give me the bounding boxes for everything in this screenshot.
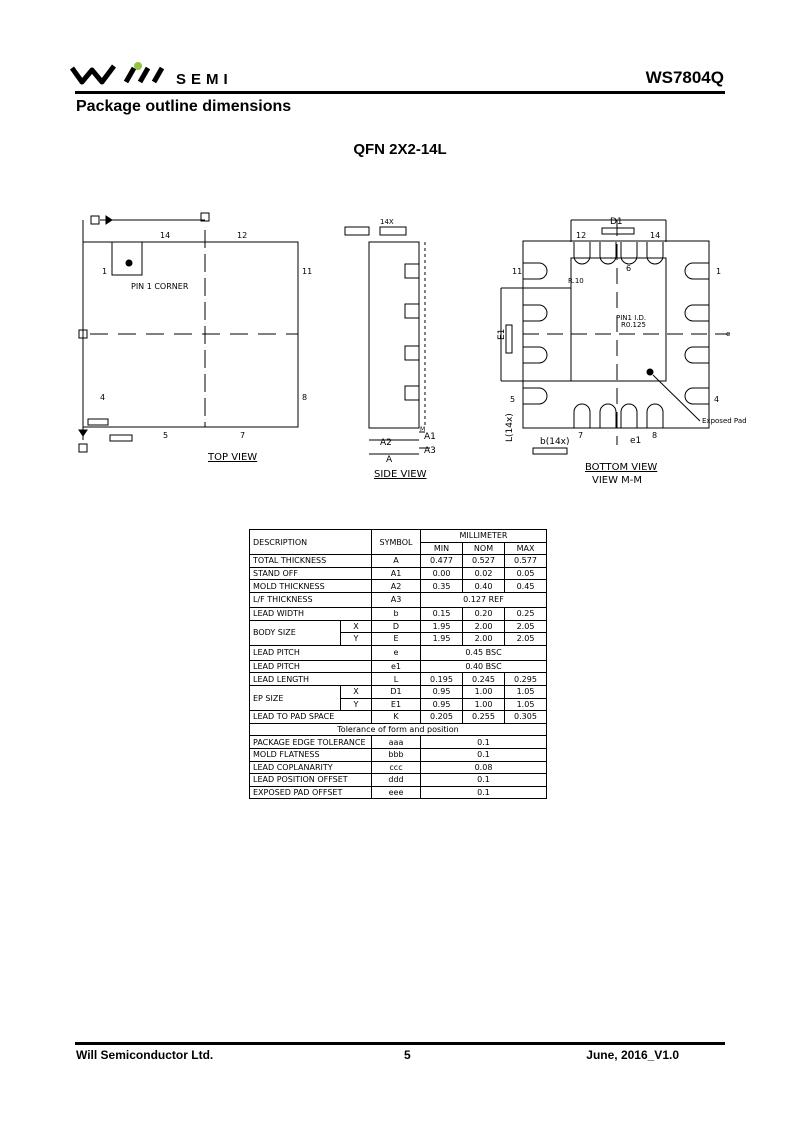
row-nom: 2.00	[463, 633, 505, 646]
row-max: 0.305	[505, 711, 547, 724]
tolerance-symbol: ddd	[372, 774, 421, 787]
tolerance-row	[250, 786, 547, 799]
section-title: Package outline dimensions	[76, 98, 292, 115]
table-row	[250, 645, 547, 660]
row-description: LEAD TO PAD SPACE	[250, 711, 372, 724]
tolerance-value: 0.1	[421, 748, 547, 761]
bottom-exposed-pad-label: Exposed Pad	[702, 417, 747, 425]
bottom-pin-7: 7	[578, 431, 584, 440]
row-max: 0.577	[505, 555, 547, 568]
row-axis: Y	[341, 633, 372, 646]
row-symbol: L	[372, 673, 421, 686]
bottom-pin-4: 4	[714, 395, 720, 404]
row-nom: 1.00	[463, 698, 505, 711]
tolerance-description: LEAD COPLANARITY	[250, 761, 372, 774]
side-14x-label: 14X	[380, 218, 394, 226]
row-max: 0.295	[505, 673, 547, 686]
row-symbol: e1	[372, 660, 421, 673]
row-description: LEAD PITCH	[250, 645, 372, 660]
row-max: 2.05	[505, 633, 547, 646]
bottom-view-subtitle: VIEW M-M	[592, 475, 643, 486]
row-description: LEAD WIDTH	[250, 607, 372, 620]
row-description: MOLD THICKNESS	[250, 580, 372, 593]
bottom-view	[497, 217, 747, 486]
tolerance-row	[250, 736, 547, 749]
row-value: 0.45 BSC	[421, 645, 547, 660]
row-nom: 0.245	[463, 673, 505, 686]
table-row	[250, 592, 547, 607]
pin1-corner-label: PIN 1 CORNER	[131, 282, 189, 291]
bottom-pin-14: 14	[650, 231, 661, 240]
top-view	[79, 213, 312, 463]
bottom-pin-8: 8	[652, 431, 658, 440]
side-a3-label: A3	[424, 446, 436, 456]
row-min: 0.205	[421, 711, 463, 724]
bottom-l14x-label: L(14x)	[505, 413, 515, 442]
row-symbol: D1	[372, 685, 421, 698]
top-pin-8: 8	[302, 393, 308, 402]
tolerance-value: 0.1	[421, 774, 547, 787]
top-pin-12: 12	[237, 231, 248, 240]
bottom-r0125-label: R0.125	[621, 321, 646, 329]
table-row	[250, 607, 547, 620]
side-view-title: SIDE VIEW	[374, 469, 427, 480]
tolerance-symbol: bbb	[372, 748, 421, 761]
company-logo	[70, 60, 170, 86]
row-min: 0.195	[421, 673, 463, 686]
row-min: 1.95	[421, 620, 463, 633]
tolerance-row	[250, 748, 547, 761]
row-description: TOTAL THICKNESS	[250, 555, 372, 568]
header-nom: NOM	[463, 542, 505, 555]
bottom-pin-1: 1	[716, 267, 722, 276]
row-symbol: E	[372, 633, 421, 646]
row-symbol: e	[372, 645, 421, 660]
row-symbol: A	[372, 555, 421, 568]
row-nom: 2.00	[463, 620, 505, 633]
footer-rule	[75, 1042, 725, 1045]
row-axis: X	[341, 620, 372, 633]
row-symbol: b	[372, 607, 421, 620]
tolerance-description: LEAD POSITION OFFSET	[250, 774, 372, 787]
row-value: 0.40 BSC	[421, 660, 547, 673]
top-pin-11: 11	[302, 267, 313, 276]
row-axis: X	[341, 685, 372, 698]
row-min: 0.15	[421, 607, 463, 620]
package-title: QFN 2X2-14L	[353, 141, 447, 158]
tolerance-symbol: aaa	[372, 736, 421, 749]
document-id: WS7804Q	[645, 68, 724, 87]
row-symbol: A1	[372, 567, 421, 580]
tolerance-symbol: eee	[372, 786, 421, 799]
table-row	[250, 555, 547, 568]
bottom-pin-5: 5	[510, 395, 516, 404]
package-drawing	[0, 200, 800, 500]
row-max: 0.45	[505, 580, 547, 593]
table-row	[250, 580, 547, 593]
header-symbol: SYMBOL	[372, 530, 421, 555]
top-pin-4: 4	[100, 393, 106, 402]
header-min: MIN	[421, 542, 463, 555]
tolerance-row	[250, 774, 547, 787]
bottom-e1-pitch-label: e1	[630, 436, 642, 446]
tolerance-description: EXPOSED PAD OFFSET	[250, 786, 372, 799]
row-nom: 0.255	[463, 711, 505, 724]
row-min: 0.477	[421, 555, 463, 568]
bottom-e1-label: E1	[497, 328, 507, 340]
row-min: 0.95	[421, 698, 463, 711]
row-description: EP SIZE	[250, 685, 341, 710]
row-nom: 0.527	[463, 555, 505, 568]
table-row	[250, 620, 547, 633]
side-a1-label: A1	[424, 432, 436, 442]
row-min: 0.95	[421, 685, 463, 698]
bottom-b14x-label: b(14x)	[540, 437, 570, 447]
row-max: 1.05	[505, 685, 547, 698]
row-nom: 0.20	[463, 607, 505, 620]
row-axis: Y	[341, 698, 372, 711]
tolerance-description: PACKAGE EDGE TOLERANCE	[250, 736, 372, 749]
header-max: MAX	[505, 542, 547, 555]
row-description: BODY SIZE	[250, 620, 341, 645]
header-description: DESCRIPTION	[250, 530, 372, 555]
tolerance-value: 0.1	[421, 736, 547, 749]
table-row	[250, 685, 547, 698]
row-max: 2.05	[505, 620, 547, 633]
row-symbol: A3	[372, 592, 421, 607]
top-pin-5: 5	[163, 431, 169, 440]
side-a-label: A	[386, 455, 393, 465]
row-max: 0.25	[505, 607, 547, 620]
row-max: 0.05	[505, 567, 547, 580]
row-nom: 1.00	[463, 685, 505, 698]
bottom-r10-label: R.10	[568, 277, 584, 285]
tolerance-symbol: ccc	[372, 761, 421, 774]
top-pin-1: 1	[102, 267, 108, 276]
row-description: L/F THICKNESS	[250, 592, 372, 607]
bottom-view-title: BOTTOM VIEW	[585, 462, 658, 473]
side-a2-label: A2	[380, 438, 392, 448]
side-m-label: M	[420, 426, 426, 433]
bottom-pin1-id-label: PIN1 I.D.	[616, 314, 647, 322]
tolerance-value: 0.1	[421, 786, 547, 799]
tolerance-description: MOLD FLATNESS	[250, 748, 372, 761]
row-description: LEAD LENGTH	[250, 673, 372, 686]
top-pin-7: 7	[240, 431, 246, 440]
bottom-pin-6: 6	[626, 264, 632, 273]
bottom-pin-12: 12	[576, 231, 587, 240]
header-unit: MILLIMETER	[421, 530, 547, 543]
row-nom: 0.40	[463, 580, 505, 593]
bottom-pin-11: 11	[512, 267, 523, 276]
row-symbol: A2	[372, 580, 421, 593]
footer-date-version: June, 2016_V1.0	[586, 1048, 679, 1062]
table-row	[250, 567, 547, 580]
row-nom: 0.02	[463, 567, 505, 580]
tolerance-title: Tolerance of form and position	[250, 723, 547, 736]
row-symbol: K	[372, 711, 421, 724]
table-row	[250, 711, 547, 724]
row-description: STAND OFF	[250, 567, 372, 580]
row-symbol: D	[372, 620, 421, 633]
top-pin-14: 14	[160, 231, 171, 240]
row-value: 0.127 REF	[421, 592, 547, 607]
bottom-d1-label: D1	[610, 217, 623, 227]
bottom-e-pitch-label: e	[726, 330, 731, 338]
header-rule	[75, 91, 725, 94]
dimension-table	[249, 529, 547, 799]
logo-text: SEMI	[176, 71, 233, 88]
tolerance-value: 0.08	[421, 761, 547, 774]
row-symbol: E1	[372, 698, 421, 711]
row-description: LEAD PITCH	[250, 660, 372, 673]
page-number: 5	[404, 1048, 411, 1062]
row-min: 0.35	[421, 580, 463, 593]
table-row	[250, 660, 547, 673]
row-min: 0.00	[421, 567, 463, 580]
footer-company: Will Semiconductor Ltd.	[76, 1048, 214, 1062]
tolerance-row	[250, 761, 547, 774]
table-row	[250, 673, 547, 686]
side-view	[345, 218, 436, 480]
row-max: 1.05	[505, 698, 547, 711]
row-min: 1.95	[421, 633, 463, 646]
top-view-title: TOP VIEW	[208, 452, 258, 463]
